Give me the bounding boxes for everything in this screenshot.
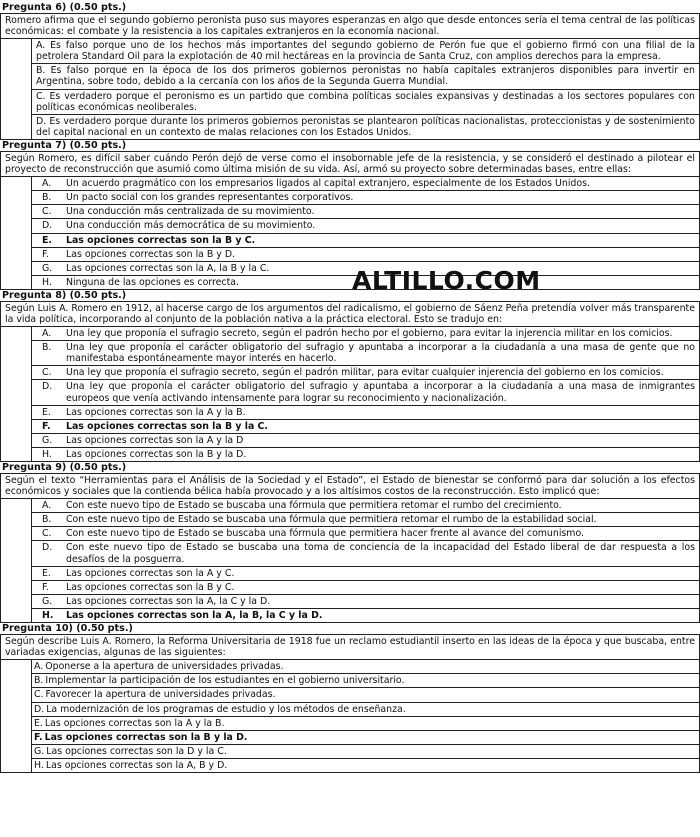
option-text: Una ley que proponía el sufragio secreto, según el padrón hecho por el gobierno, para evitar la injerencia militar en los comicios. [66, 328, 673, 340]
option-letter: G. [34, 745, 45, 757]
answer-option[interactable] [32, 687, 699, 701]
options-list [31, 39, 699, 139]
question-stem: Según Romero, es difícil saber cuándo Perón dejó de verse como el insobornable jefe de la resistencia, y se consideró el destinado a pilotear el proyecto de reconstrucción que asumió como última misión de su vida. Así, armó su proyecto sobre determinadas bases, entre ellas: [1, 152, 699, 177]
options-list [31, 660, 699, 772]
option-letter: F. [34, 731, 43, 743]
answer-option[interactable] [32, 327, 699, 340]
option-letter: F. [42, 420, 51, 432]
answer-option[interactable] [32, 233, 699, 247]
option-letter: B. [42, 342, 52, 354]
option-letter: H. [42, 448, 52, 460]
option-letter: B. [42, 192, 52, 204]
option-text: Las opciones correctas son la A y la D [66, 434, 244, 446]
answer-option[interactable] [32, 447, 699, 461]
question-box [0, 473, 700, 623]
answer-option[interactable] [32, 247, 699, 261]
options-list [31, 327, 699, 461]
option-text: Implementar la participación de los estudiantes en el gobierno universitario. [45, 675, 405, 687]
option-text: Las opciones correctas son la A y C. [66, 567, 235, 579]
option-letter: A. [34, 661, 44, 673]
question-stem: Según el texto “Herramientas para el Análisis de la Sociedad y el Estado”, el Estado de bienestar se conformó para dar solución a los efectos económicos y sociales que la contienda bélica había provocado y a los altísimos costos de la reconstrucción. Esto implicó que: [1, 474, 699, 499]
question-box [0, 151, 700, 290]
answer-option[interactable] [32, 730, 699, 744]
answer-option[interactable] [32, 526, 699, 540]
option-text: Las opciones correctas son la A, B y D. [45, 759, 228, 771]
answer-option[interactable] [32, 379, 699, 404]
answer-option[interactable] [32, 433, 699, 447]
question-header: Pregunta 9) (0.50 pts.) [2, 462, 127, 473]
answer-option[interactable] [32, 89, 699, 114]
option-text: Las opciones correctas son la A, la B y la C. [66, 262, 270, 274]
option-letter: A. [42, 328, 52, 340]
question-box [0, 301, 700, 462]
option-text: Un acuerdo pragmático con los empresarios ligados al capital extranjero, especialmente de los Estados Unidos. [66, 178, 590, 190]
option-letter: H. [42, 609, 54, 621]
option-text: C. Es verdadero porque el peronismo es un partido que combina políticas sociales expansivas y destinadas a los sectores populares con políticas económicas neoliberales. [36, 90, 695, 113]
option-text: Con este nuevo tipo de Estado se buscaba una fórmula que permitiera retomar el rumbo del crecimiento. [66, 500, 562, 512]
watermark-text: ALTILLO.COM [352, 266, 541, 295]
option-text: Las opciones correctas son la B y C. [66, 234, 256, 246]
answer-option[interactable] [32, 204, 699, 218]
answer-option[interactable] [32, 190, 699, 204]
answer-option[interactable] [32, 405, 699, 419]
option-text: Con este nuevo tipo de Estado se buscaba una toma de conciencia de la incapacidad del Estado liberal de dar respuesta a los desafíos de la posguerra. [66, 542, 695, 565]
option-letter: H. [42, 276, 52, 288]
option-letter: H. [34, 759, 44, 771]
option-text: B. Es falso porque en la época de los dos primeros gobiernos peronistas no había capitales extranjeros disponibles para invertir en Argentina, sobre todo, debido a la cercanía con los años de la Segunda Guerra Mundial. [36, 65, 695, 88]
option-text: Las opciones correctas son la A y la B. [44, 717, 225, 729]
option-letter: A. [42, 178, 52, 190]
option-text: Una conducción más centralizada de su movimiento. [66, 206, 315, 218]
option-text: Las opciones correctas son la B y la D. [44, 731, 248, 743]
option-letter: E. [42, 406, 51, 418]
option-text: Las opciones correctas son la B y la D. [66, 448, 247, 460]
option-text: Con este nuevo tipo de Estado se buscaba una fórmula que permitiera retomar el rumbo de la estabilidad social. [66, 514, 597, 526]
option-text: Con este nuevo tipo de Estado se buscaba una fórmula que permitiera hacer frente al avance del comunismo. [66, 528, 584, 540]
answer-option[interactable] [32, 114, 699, 139]
option-letter: E. [42, 567, 51, 579]
option-letter: C. [42, 367, 52, 379]
question-header: Pregunta 8) (0.50 pts.) [2, 289, 127, 301]
option-letter: F. [42, 581, 49, 593]
option-letter: F. [42, 248, 49, 260]
answer-option[interactable] [32, 499, 699, 512]
question-stem: Romero afirma que el segundo gobierno peronista puso sus mayores esperanzas en algo que desde entonces sería el tema central de las políticas económicas: el combate y la resistencia a los capitales extranjeros en la economía nacional. [1, 14, 699, 39]
option-text: Una ley que proponía el carácter obligatorio del sufragio y apuntaba a incorporar a la ciudadanía a una masa de inmigrantes europeos que venía activando intensamente para lograr su reconocimiento y nacionalización. [66, 381, 695, 404]
question-header: Pregunta 7) (0.50 pts.) [2, 139, 127, 151]
answer-option[interactable] [32, 608, 699, 622]
option-letter: D. [42, 542, 53, 554]
answer-option[interactable] [32, 673, 699, 687]
option-letter: D. [42, 381, 53, 393]
option-text: Las opciones correctas son la B y la C. [66, 420, 268, 432]
option-text: La modernización de los programas de estudio y los métodos de enseñanza. [46, 703, 406, 715]
option-text: Favorecer la apertura de universidades privadas. [45, 689, 276, 701]
option-text: Un pacto social con los grandes representantes corporativos. [66, 192, 354, 204]
answer-option[interactable] [32, 702, 699, 716]
answer-option[interactable] [32, 566, 699, 580]
answer-option[interactable] [32, 716, 699, 730]
question-box [0, 634, 700, 773]
answer-option[interactable] [32, 594, 699, 608]
answer-option[interactable] [32, 660, 699, 673]
question-header: Pregunta 10) (0.50 pts.) [2, 623, 133, 635]
option-text: Una ley que proponía el carácter obligatorio del sufragio y apuntaba a incorporar a la ciudadanía a una masa de gente que no manifestaba espontáneamente mayor interés en hacerlo. [66, 342, 695, 365]
option-letter: G. [42, 262, 53, 274]
question-header: Pregunta 6) (0.50 pts.) [2, 2, 127, 13]
option-text: A. Es falso porque uno de los hechos más importantes del segundo gobierno de Perón fue que el gobierno firmó con una filial de la petrolera Standard Oil para la explotación de 40 mil hectáreas en la provincia de Santa Cruz, con amplios derechos para la empresa. [36, 40, 695, 63]
answer-option[interactable] [32, 39, 699, 63]
answer-option[interactable] [32, 758, 699, 772]
option-letter: E. [34, 717, 43, 729]
option-letter: A. [42, 500, 52, 512]
exam-page [0, 2, 700, 773]
option-letter: E. [42, 234, 52, 246]
option-letter: C. [42, 206, 52, 218]
answer-option[interactable] [32, 419, 699, 433]
option-text: Las opciones correctas son la B y C. [66, 581, 235, 593]
option-letter: G. [42, 434, 53, 446]
option-letter: C. [42, 528, 52, 540]
option-text: Las opciones correctas son la B y D. [66, 248, 236, 260]
options-list [31, 499, 699, 622]
answer-option[interactable] [32, 540, 699, 565]
option-text: Una ley que proponía el sufragio secreto, según el padrón militar, para evitar cualquier injerencia del gobierno en los comicios. [66, 367, 664, 379]
answer-option[interactable] [32, 340, 699, 365]
option-letter: C. [34, 689, 44, 701]
option-text: Una conducción más democrática de su movimiento. [66, 220, 316, 232]
option-letter: B. [34, 675, 44, 687]
option-letter: D. [42, 220, 53, 232]
answer-option[interactable] [32, 512, 699, 526]
option-letter: G. [42, 595, 53, 607]
question-stem: Según Luis A. Romero en 1912, al hacerse cargo de los argumentos del radicalismo, el gobierno de Sáenz Peña pretendía volver más transparente la vida política, incorporando al conjunto de la población nativa a la práctica electoral. Esto se tradujo en: [1, 302, 699, 327]
option-text: Ninguna de las opciones es correcta. [66, 276, 239, 288]
answer-option[interactable] [32, 218, 699, 232]
answer-option[interactable] [32, 177, 699, 190]
answer-option[interactable] [32, 63, 699, 88]
option-text: D. Es verdadero porque durante los primeros gobiernos peronistas se plantearon políticas nacionalistas, proteccionistas y de sostenimiento del capital nacional en un contexto de malas relaciones con los Estados Unidos. [36, 115, 695, 138]
option-text: Oponerse a la apertura de universidades privadas. [45, 661, 284, 673]
option-text: Las opciones correctas son la A y la B. [66, 406, 246, 418]
option-letter: D. [34, 703, 45, 715]
answer-option[interactable] [32, 580, 699, 594]
answer-option[interactable] [32, 365, 699, 379]
option-letter: B. [42, 514, 52, 526]
option-text: Las opciones correctas son la A, la B, la C y la D. [66, 609, 323, 621]
option-text: Las opciones correctas son la A, la C y la D. [66, 595, 271, 607]
question-box [0, 13, 700, 140]
answer-option[interactable] [32, 744, 699, 758]
option-text: Las opciones correctas son la D y la C. [46, 745, 227, 757]
question-stem: Según describe Luis A. Romero, la Reforma Universitaria de 1918 fue un reclamo estudiantil inserto en las ideas de la época y que buscaba, entre variadas exigencias, algunas de las siguientes: [1, 635, 699, 660]
